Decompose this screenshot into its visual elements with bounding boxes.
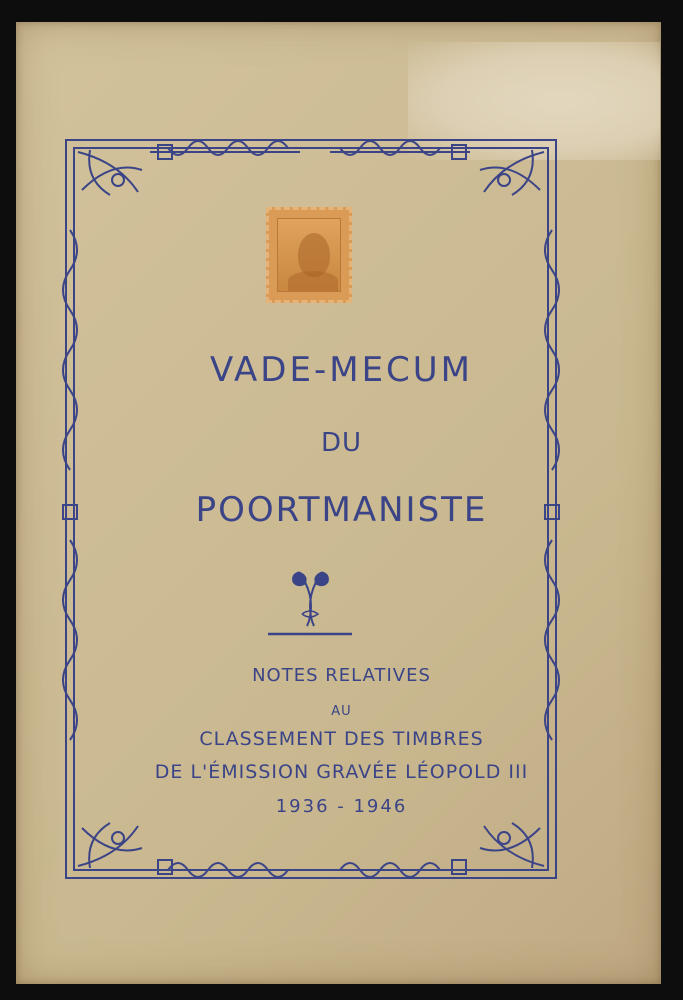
corner-ornament-br xyxy=(480,823,544,868)
title-line-2: DU xyxy=(320,428,363,458)
subtitle-line-4: DE L'ÉMISSION GRAVÉE LÉOPOLD III xyxy=(154,761,529,783)
leopold-iii-stamp-icon xyxy=(266,207,352,303)
corner-ornament-tl xyxy=(78,150,142,195)
title-line-1: VADE-MECUM xyxy=(209,350,474,390)
tulip-ornament-icon xyxy=(293,572,329,626)
corner-ornament-tr xyxy=(480,150,544,195)
subtitle-line-1: NOTES RELATIVES xyxy=(252,665,431,686)
subtitle-line-3: CLASSEMENT DES TIMBRES xyxy=(199,728,484,750)
title-line-3: POORTMANISTE xyxy=(195,490,488,530)
subtitle-line-2: AU xyxy=(331,704,352,719)
corner-ornament-bl xyxy=(78,823,142,868)
years: 1936 - 1946 xyxy=(275,796,408,817)
